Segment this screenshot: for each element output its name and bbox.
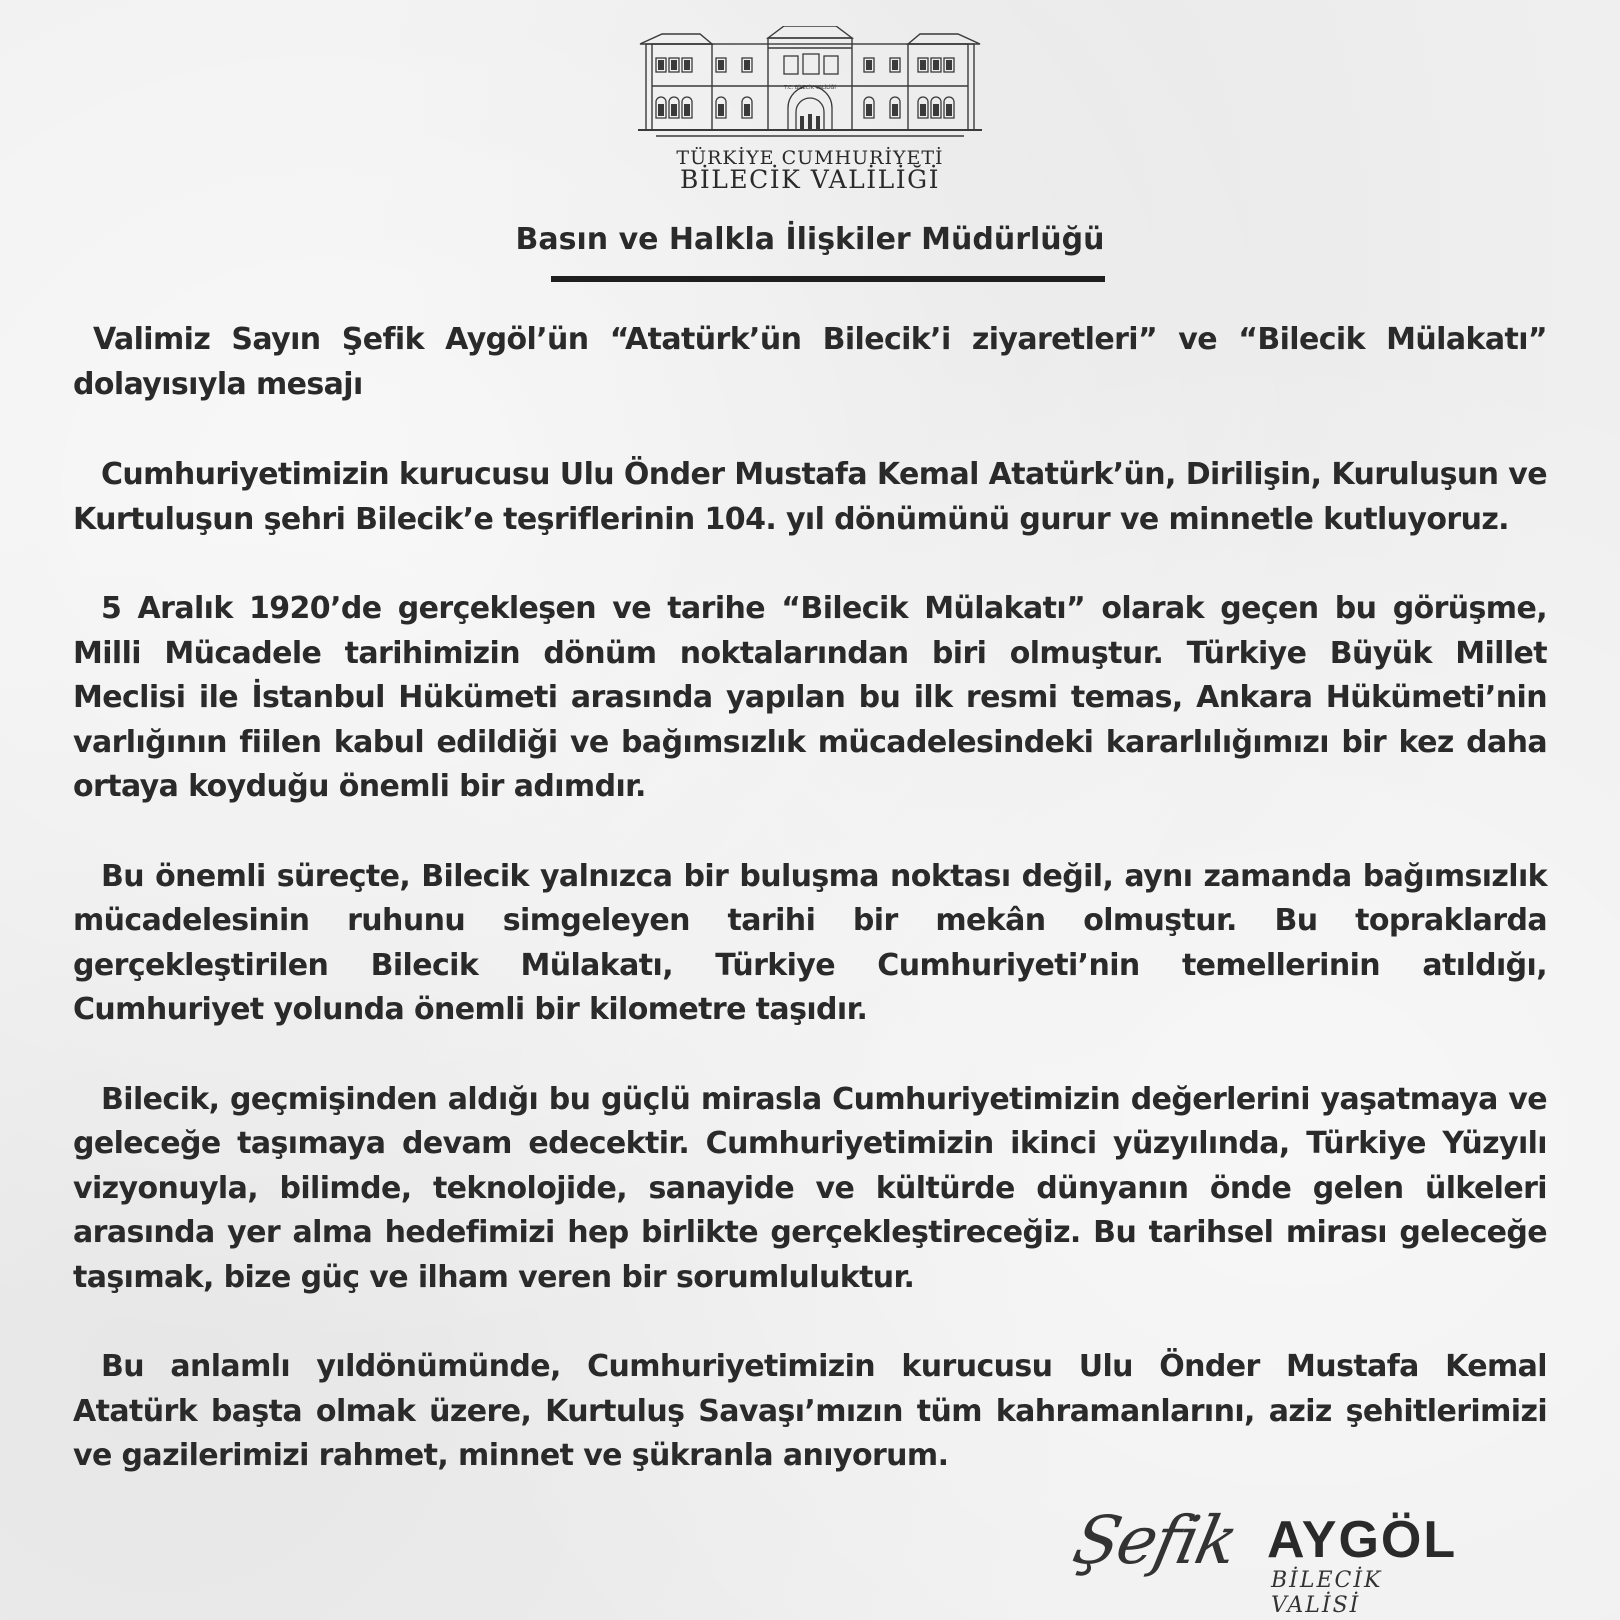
signature-last-name: AYGÖL — [1267, 1511, 1458, 1569]
document-title: Valimiz Sayın Şefik Aygöl’ün “Atatürk’ün Bilecik’i ziyaretleri” ve “Bilecik Mülakatı” dolayısıyla mesajı — [73, 322, 1547, 402]
signature-first-name: Şefik — [1066, 1502, 1243, 1579]
paragraph-4: Bilecik, geçmişinden aldığı bu güçlü mirasla Cumhuriyetimizin değerlerini yaşatmaya ve geleceğe taşımaya devam edecektir. Cumhuriyetimizin ikinci yüzyılında, Türkiye Yüzyılı vizyonuyla, bilimde, teknolojide, sanayide ve kültürde dünyanın önde gelen ülkeleri arasında yer alma hedefimizi hep birlikte gerçekleştireceğiz. Bu tarihsel mirası geleceğe taşımak, bize güç ve ilham veren bir sorumluluktur. — [73, 1081, 1547, 1295]
paragraph-3: Bu önemli süreçte, Bilecik yalnızca bir buluşma noktası değil, aynı zamanda bağımsızlık mücadelesinin ruhunu simgeleyen tarihi bir mekân olmuştur. Bu topraklarda gerçekleştirilen Bilecik Mülakatı, Türkiye Cumhuriyeti’nin temellerinin atıldığı, Cumhuriyet yolunda önemli bir kilometre taşıdır. — [73, 858, 1547, 1027]
press-release-body — [73, 318, 1547, 1524]
org-name-line1: TÜRKİYE CUMHURİYETİ — [676, 147, 944, 169]
title-underline-divider — [551, 276, 1105, 282]
unit-title: Basın ve Halkla İlişkiler Müdürlüğü — [515, 222, 1105, 257]
governor-signature — [1066, 1500, 1475, 1618]
building-emblem-icon — [638, 26, 982, 138]
signature-title: BİLECİK VALİSİ — [1271, 1568, 1383, 1618]
paragraph-1: Cumhuriyetimizin kurucusu Ulu Önder Mustafa Kemal Atatürk’ün, Dirilişin, Kuruluşun ve Kurtuluşun şehri Bilecik’e teşriflerinin 104. yıl dönümünü gurur ve minnetle kutluyoruz. — [73, 457, 1547, 537]
building-sign-text: T.C. BİLECİK VALİLİĞİ — [784, 85, 836, 91]
paragraph-2: 5 Aralık 1920’de gerçekleşen ve tarihe “Bilecik Mülakatı” olarak geçen bu görüşme, Milli Mücadele tarihimizin dönüm noktalarından biri olmuştur. Türkiye Büyük Millet Meclisi ile İstanbul Hükümeti arasında yapılan bu ilk resmi temas, Ankara Hükümeti’nin varlığının fiilen kabul edildiği ve bağımsızlık mücadelesindeki kararlılığımızı bir kez daha ortaya koyduğu önemli bir adımdır. — [73, 591, 1547, 804]
org-name-line2: BİLECİK VALİLİĞİ — [680, 165, 940, 194]
paragraph-5: Bu anlamlı yıldönümünde, Cumhuriyetimizin kurucusu Ulu Önder Mustafa Kemal Atatürk başta olmak üzere, Kurtuluş Savaşı’mızın tüm kahramanlarını, aziz şehitlerimizi ve gazilerimizi rahmet, minnet ve şükranla anıyorum. — [73, 1349, 1547, 1473]
